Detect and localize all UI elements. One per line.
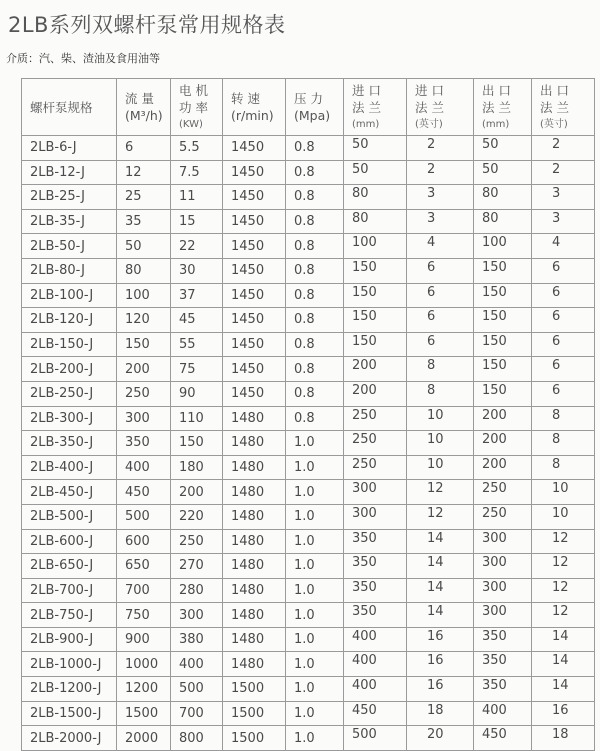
cell-inlet-flange-inch: 14 (407, 603, 474, 628)
cell-motor-power: 75 (171, 357, 223, 382)
header-outlet-flange-mm-unit: (mm) (482, 118, 510, 130)
cell-outlet-flange-inch: 6 (532, 332, 595, 357)
cell-outlet-flange-mm: 200 (474, 455, 532, 480)
cell-flow: 50 (117, 234, 171, 259)
cell-inlet-flange-inch: 12 (407, 480, 474, 505)
cell-speed: 1450 (223, 308, 286, 333)
cell-outlet-flange-inch: 8 (532, 455, 595, 480)
cell-model: 2LB-250-J (22, 381, 117, 406)
cell-inlet-flange-mm: 300 (344, 480, 407, 505)
cell-pressure: 1.0 (286, 652, 344, 677)
cell-inlet-flange-inch: 6 (407, 258, 474, 283)
table-row (22, 677, 595, 702)
cell-inlet-flange-inch: 10 (407, 455, 474, 480)
cell-outlet-flange-mm: 150 (474, 332, 532, 357)
cell-outlet-flange-mm: 100 (474, 234, 532, 259)
cell-model: 2LB-25-J (22, 185, 117, 210)
cell-inlet-flange-inch: 14 (407, 578, 474, 603)
cell-speed: 1450 (223, 332, 286, 357)
cell-model: 2LB-450-J (22, 480, 117, 505)
table-row (22, 308, 595, 333)
table-row (22, 160, 595, 185)
cell-pressure: 0.8 (286, 283, 344, 308)
cell-outlet-flange-inch: 8 (532, 431, 595, 456)
cell-motor-power: 37 (171, 283, 223, 308)
table-row (22, 455, 595, 480)
cell-inlet-flange-mm: 150 (344, 283, 407, 308)
table-row (22, 185, 595, 210)
cell-motor-power: 150 (171, 431, 223, 456)
header-outlet-flange-inch-l2: 法 兰 (540, 99, 569, 115)
cell-flow: 300 (117, 406, 171, 431)
cell-outlet-flange-mm: 450 (474, 726, 532, 751)
cell-inlet-flange-inch: 16 (407, 677, 474, 702)
cell-inlet-flange-inch: 12 (407, 504, 474, 529)
cell-speed: 1450 (223, 357, 286, 382)
cell-inlet-flange-inch: 6 (407, 332, 474, 357)
cell-pressure: 0.8 (286, 332, 344, 357)
cell-flow: 12 (117, 160, 171, 185)
cell-model: 2LB-700-J (22, 578, 117, 603)
cell-inlet-flange-mm: 250 (344, 455, 407, 480)
cell-outlet-flange-mm: 150 (474, 283, 532, 308)
cell-outlet-flange-inch: 2 (532, 136, 595, 161)
cell-pressure: 0.8 (286, 406, 344, 431)
cell-flow: 1500 (117, 701, 171, 726)
cell-inlet-flange-mm: 80 (344, 185, 407, 210)
cell-flow: 650 (117, 554, 171, 579)
cell-model: 2LB-12-J (22, 160, 117, 185)
cell-flow: 6 (117, 136, 171, 161)
header-motor-power-l2: 功 率 (179, 99, 208, 115)
cell-flow: 120 (117, 308, 171, 333)
cell-inlet-flange-mm: 50 (344, 136, 407, 161)
cell-pressure: 1.0 (286, 554, 344, 579)
table-row (22, 504, 595, 529)
cell-motor-power: 110 (171, 406, 223, 431)
cell-outlet-flange-inch: 14 (532, 677, 595, 702)
cell-outlet-flange-inch: 4 (532, 234, 595, 259)
cell-speed: 1480 (223, 603, 286, 628)
cell-pressure: 0.8 (286, 185, 344, 210)
cell-flow: 400 (117, 455, 171, 480)
cell-outlet-flange-mm: 50 (474, 160, 532, 185)
cell-inlet-flange-mm: 150 (344, 332, 407, 357)
table-row (22, 283, 595, 308)
cell-inlet-flange-inch: 6 (407, 283, 474, 308)
table-row (22, 136, 595, 161)
cell-speed: 1500 (223, 726, 286, 751)
cell-speed: 1480 (223, 627, 286, 652)
cell-inlet-flange-mm: 450 (344, 701, 407, 726)
cell-flow: 25 (117, 185, 171, 210)
cell-speed: 1450 (223, 234, 286, 259)
cell-inlet-flange-inch: 2 (407, 136, 474, 161)
cell-flow: 600 (117, 529, 171, 554)
header-outlet-flange-mm-l1: 出 口 (482, 82, 511, 98)
cell-inlet-flange-inch: 16 (407, 652, 474, 677)
cell-inlet-flange-inch: 2 (407, 160, 474, 185)
cell-outlet-flange-inch: 8 (532, 406, 595, 431)
cell-outlet-flange-mm: 400 (474, 701, 532, 726)
cell-outlet-flange-mm: 150 (474, 258, 532, 283)
cell-outlet-flange-mm: 300 (474, 578, 532, 603)
cell-motor-power: 5.5 (171, 136, 223, 161)
cell-flow: 2000 (117, 726, 171, 751)
cell-outlet-flange-mm: 150 (474, 381, 532, 406)
header-model (22, 79, 117, 136)
cell-model: 2LB-50-J (22, 234, 117, 259)
header-motor-power-unit: (KW) (179, 118, 203, 130)
cell-outlet-flange-inch: 6 (532, 308, 595, 333)
cell-flow: 500 (117, 504, 171, 529)
cell-inlet-flange-inch: 14 (407, 554, 474, 579)
header-inlet-flange-inch-l2: 法 兰 (415, 99, 444, 115)
cell-speed: 1480 (223, 554, 286, 579)
cell-motor-power: 220 (171, 504, 223, 529)
cell-outlet-flange-inch: 12 (532, 603, 595, 628)
cell-outlet-flange-mm: 200 (474, 406, 532, 431)
cell-motor-power: 180 (171, 455, 223, 480)
cell-speed: 1450 (223, 283, 286, 308)
cell-motor-power: 22 (171, 234, 223, 259)
cell-flow: 150 (117, 332, 171, 357)
cell-outlet-flange-mm: 50 (474, 136, 532, 161)
table-row (22, 529, 595, 554)
cell-speed: 1480 (223, 480, 286, 505)
cell-motor-power: 15 (171, 209, 223, 234)
cell-inlet-flange-mm: 350 (344, 529, 407, 554)
cell-model: 2LB-1200-J (22, 677, 117, 702)
cell-outlet-flange-inch: 12 (532, 529, 595, 554)
cell-inlet-flange-inch: 4 (407, 234, 474, 259)
cell-inlet-flange-inch: 10 (407, 406, 474, 431)
table-row (22, 480, 595, 505)
cell-speed: 1500 (223, 701, 286, 726)
cell-outlet-flange-inch: 16 (532, 701, 595, 726)
cell-inlet-flange-mm: 200 (344, 357, 407, 382)
cell-outlet-flange-mm: 300 (474, 554, 532, 579)
cell-inlet-flange-mm: 200 (344, 381, 407, 406)
cell-outlet-flange-inch: 12 (532, 578, 595, 603)
cell-speed: 1500 (223, 677, 286, 702)
cell-inlet-flange-inch: 20 (407, 726, 474, 751)
cell-motor-power: 800 (171, 726, 223, 751)
cell-motor-power: 700 (171, 701, 223, 726)
cell-outlet-flange-mm: 200 (474, 431, 532, 456)
cell-motor-power: 280 (171, 578, 223, 603)
cell-speed: 1450 (223, 381, 286, 406)
cell-speed: 1480 (223, 529, 286, 554)
table-row (22, 406, 595, 431)
header-speed-l1: 转 速 (231, 91, 260, 106)
cell-outlet-flange-inch: 3 (532, 209, 595, 234)
cell-motor-power: 90 (171, 381, 223, 406)
cell-speed: 1450 (223, 258, 286, 283)
header-inlet-flange-mm-l2: 法 兰 (352, 99, 381, 115)
cell-inlet-flange-mm: 50 (344, 160, 407, 185)
cell-pressure: 0.8 (286, 258, 344, 283)
cell-inlet-flange-mm: 350 (344, 554, 407, 579)
cell-flow: 1000 (117, 652, 171, 677)
cell-outlet-flange-mm: 250 (474, 504, 532, 529)
cell-inlet-flange-inch: 8 (407, 381, 474, 406)
cell-model: 2LB-500-J (22, 504, 117, 529)
cell-outlet-flange-mm: 350 (474, 652, 532, 677)
medium-note: 介质：汽、柴、渣油及食用油等 (6, 52, 160, 65)
cell-outlet-flange-mm: 150 (474, 357, 532, 382)
cell-pressure: 1.0 (286, 603, 344, 628)
cell-model: 2LB-1500-J (22, 701, 117, 726)
cell-pressure: 0.8 (286, 234, 344, 259)
cell-outlet-flange-inch: 6 (532, 357, 595, 382)
cell-flow: 100 (117, 283, 171, 308)
cell-flow: 250 (117, 381, 171, 406)
cell-motor-power: 380 (171, 627, 223, 652)
spec-table (21, 78, 595, 751)
cell-outlet-flange-inch: 6 (532, 258, 595, 283)
cell-inlet-flange-mm: 250 (344, 431, 407, 456)
cell-model: 2LB-200-J (22, 357, 117, 382)
cell-pressure: 0.8 (286, 308, 344, 333)
cell-motor-power: 45 (171, 308, 223, 333)
page-title: 2LB系列双螺杆泵常用规格表 (8, 13, 286, 37)
cell-flow: 200 (117, 357, 171, 382)
cell-model: 2LB-150-J (22, 332, 117, 357)
cell-inlet-flange-mm: 80 (344, 209, 407, 234)
table-row (22, 652, 595, 677)
cell-inlet-flange-mm: 400 (344, 627, 407, 652)
cell-outlet-flange-inch: 14 (532, 652, 595, 677)
header-speed-l2: (r/min) (231, 108, 274, 123)
cell-model: 2LB-100-J (22, 283, 117, 308)
header-inlet-flange-inch (407, 79, 474, 136)
header-model-l1: 螺杆泵规格 (30, 99, 93, 115)
table-row (22, 258, 595, 283)
cell-flow: 900 (117, 627, 171, 652)
cell-model: 2LB-120-J (22, 308, 117, 333)
cell-motor-power: 55 (171, 332, 223, 357)
cell-flow: 450 (117, 480, 171, 505)
cell-pressure: 0.8 (286, 136, 344, 161)
cell-inlet-flange-mm: 250 (344, 406, 407, 431)
cell-flow: 750 (117, 603, 171, 628)
cell-model: 2LB-300-J (22, 406, 117, 431)
cell-model: 2LB-600-J (22, 529, 117, 554)
cell-outlet-flange-inch: 10 (532, 504, 595, 529)
cell-pressure: 1.0 (286, 726, 344, 751)
cell-motor-power: 200 (171, 480, 223, 505)
cell-speed: 1450 (223, 209, 286, 234)
cell-outlet-flange-inch: 6 (532, 283, 595, 308)
cell-pressure: 1.0 (286, 529, 344, 554)
cell-speed: 1480 (223, 578, 286, 603)
header-inlet-flange-inch-l1: 进 口 (415, 82, 444, 98)
cell-outlet-flange-mm: 350 (474, 677, 532, 702)
cell-flow: 700 (117, 578, 171, 603)
cell-speed: 1450 (223, 185, 286, 210)
cell-inlet-flange-mm: 400 (344, 677, 407, 702)
cell-outlet-flange-mm: 300 (474, 603, 532, 628)
table-row (22, 554, 595, 579)
cell-inlet-flange-mm: 150 (344, 258, 407, 283)
cell-inlet-flange-mm: 300 (344, 504, 407, 529)
table-row (22, 209, 595, 234)
cell-inlet-flange-inch: 3 (407, 209, 474, 234)
table-row (22, 234, 595, 259)
header-inlet-flange-inch-unit: (英寸) (415, 118, 443, 130)
cell-pressure: 1.0 (286, 480, 344, 505)
cell-inlet-flange-inch: 14 (407, 529, 474, 554)
cell-motor-power: 500 (171, 677, 223, 702)
cell-pressure: 1.0 (286, 677, 344, 702)
cell-pressure: 0.8 (286, 209, 344, 234)
cell-outlet-flange-mm: 300 (474, 529, 532, 554)
cell-inlet-flange-inch: 16 (407, 627, 474, 652)
cell-inlet-flange-inch: 18 (407, 701, 474, 726)
cell-motor-power: 270 (171, 554, 223, 579)
table-row (22, 357, 595, 382)
cell-outlet-flange-mm: 80 (474, 185, 532, 210)
cell-model: 2LB-80-J (22, 258, 117, 283)
header-motor-power (171, 79, 223, 136)
header-pressure-l1: 压 力 (294, 91, 323, 106)
header-flow-l2: (M³/h) (125, 108, 163, 123)
header-motor-power-l1: 电 机 (179, 82, 208, 98)
cell-flow: 35 (117, 209, 171, 234)
table-row (22, 603, 595, 628)
cell-pressure: 0.8 (286, 381, 344, 406)
cell-outlet-flange-inch: 2 (532, 160, 595, 185)
cell-pressure: 1.0 (286, 431, 344, 456)
header-outlet-flange-inch (532, 79, 595, 136)
cell-motor-power: 11 (171, 185, 223, 210)
table-row (22, 381, 595, 406)
table-row (22, 627, 595, 652)
header-speed (223, 79, 286, 136)
cell-outlet-flange-inch: 10 (532, 480, 595, 505)
cell-outlet-flange-mm: 350 (474, 627, 532, 652)
cell-model: 2LB-1000-J (22, 652, 117, 677)
cell-speed: 1480 (223, 652, 286, 677)
header-flow-l1: 流 量 (125, 91, 154, 106)
cell-speed: 1480 (223, 504, 286, 529)
cell-flow: 350 (117, 431, 171, 456)
header-inlet-flange-mm-unit: (mm) (352, 118, 380, 130)
cell-inlet-flange-mm: 400 (344, 652, 407, 677)
header-outlet-flange-inch-unit: (英寸) (540, 118, 568, 130)
table-row (22, 701, 595, 726)
cell-model: 2LB-650-J (22, 554, 117, 579)
table-row (22, 332, 595, 357)
cell-outlet-flange-inch: 3 (532, 185, 595, 210)
header-outlet-flange-inch-l1: 出 口 (540, 82, 569, 98)
cell-model: 2LB-750-J (22, 603, 117, 628)
cell-inlet-flange-inch: 8 (407, 357, 474, 382)
cell-model: 2LB-350-J (22, 431, 117, 456)
cell-inlet-flange-inch: 3 (407, 185, 474, 210)
cell-model: 2LB-2000-J (22, 726, 117, 751)
cell-inlet-flange-mm: 350 (344, 578, 407, 603)
cell-pressure: 1.0 (286, 627, 344, 652)
cell-outlet-flange-mm: 150 (474, 308, 532, 333)
cell-model: 2LB-35-J (22, 209, 117, 234)
table-row (22, 431, 595, 456)
cell-outlet-flange-mm: 250 (474, 480, 532, 505)
cell-outlet-flange-inch: 6 (532, 381, 595, 406)
header-inlet-flange-mm-l1: 进 口 (352, 82, 381, 98)
cell-pressure: 1.0 (286, 578, 344, 603)
cell-inlet-flange-inch: 6 (407, 308, 474, 333)
header-flow (117, 79, 171, 136)
header-pressure (286, 79, 344, 136)
cell-inlet-flange-mm: 100 (344, 234, 407, 259)
cell-inlet-flange-inch: 10 (407, 431, 474, 456)
header-outlet-flange-mm-l2: 法 兰 (482, 99, 511, 115)
cell-pressure: 1.0 (286, 504, 344, 529)
cell-flow: 1200 (117, 677, 171, 702)
header-inlet-flange-mm (344, 79, 407, 136)
cell-inlet-flange-mm: 150 (344, 308, 407, 333)
cell-speed: 1480 (223, 455, 286, 480)
cell-motor-power: 30 (171, 258, 223, 283)
table-row (22, 578, 595, 603)
header-pressure-l2: (Mpa) (294, 108, 331, 123)
cell-pressure: 0.8 (286, 160, 344, 185)
cell-model: 2LB-400-J (22, 455, 117, 480)
cell-outlet-flange-inch: 14 (532, 627, 595, 652)
cell-model: 2LB-900-J (22, 627, 117, 652)
cell-motor-power: 400 (171, 652, 223, 677)
cell-motor-power: 250 (171, 529, 223, 554)
cell-motor-power: 300 (171, 603, 223, 628)
cell-outlet-flange-mm: 80 (474, 209, 532, 234)
cell-pressure: 0.8 (286, 357, 344, 382)
table-header-row (22, 79, 595, 136)
cell-inlet-flange-mm: 350 (344, 603, 407, 628)
cell-motor-power: 7.5 (171, 160, 223, 185)
cell-inlet-flange-mm: 500 (344, 726, 407, 751)
cell-model: 2LB-6-J (22, 136, 117, 161)
cell-speed: 1480 (223, 406, 286, 431)
cell-speed: 1480 (223, 431, 286, 456)
cell-speed: 1450 (223, 136, 286, 161)
cell-pressure: 1.0 (286, 455, 344, 480)
cell-outlet-flange-inch: 18 (532, 726, 595, 751)
cell-flow: 80 (117, 258, 171, 283)
cell-outlet-flange-inch: 12 (532, 554, 595, 579)
cell-speed: 1450 (223, 160, 286, 185)
cell-pressure: 1.0 (286, 701, 344, 726)
header-outlet-flange-mm (474, 79, 532, 136)
